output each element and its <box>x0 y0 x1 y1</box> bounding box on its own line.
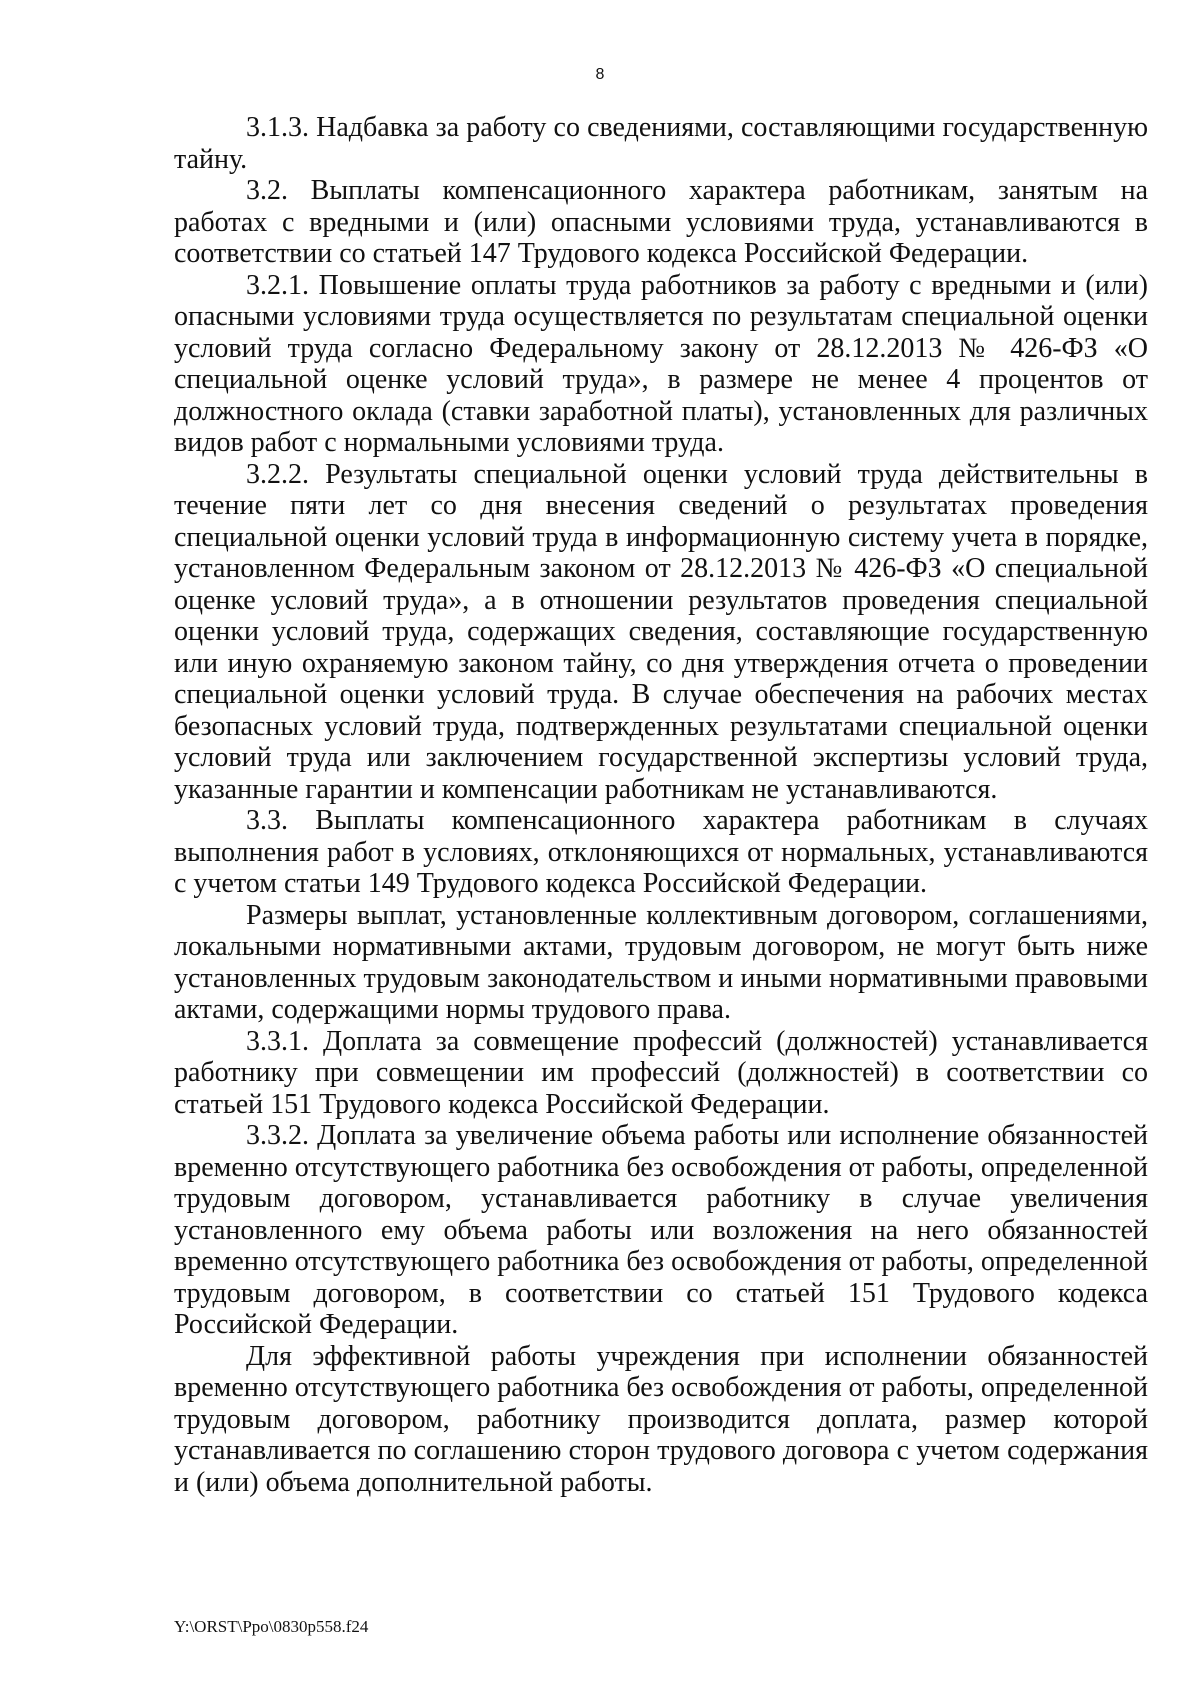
paragraph-3-3: 3.3. Выплаты компенсационного характера работникам в случаях выполнения работ в условиях, отклоняющихся от нормальных, устанавливаются с учетом статьи 149 Трудового кодекса Российской Федерации. <box>174 805 1148 899</box>
paragraph-3-3-1: 3.3.1. Доплата за совмещение профессий (должностей) устанавливается работнику при совмещении им профессий (должностей) в соответствии со статьей 151 Трудового кодекса Российской Федерации. <box>174 1025 1148 1120</box>
footer-file-path: Y:\ORST\Ppo\0830p558.f24 <box>174 1617 369 1636</box>
paragraph-payment-sizes: Размеры выплат, установленные коллективным договором, соглашениями, локальными нормативными актами, трудовым договором, не могут быть ниже установленных трудовым законодательством и иными нормативными правовыми актами, содержащими нормы трудового права. <box>174 899 1148 1025</box>
paragraph-3-1-3: 3.1.3. Надбавка за работу со сведениями, составляющими государственную тайну. <box>174 112 1148 175</box>
paragraph-3-2: 3.2. Выплаты компенсационного характера работникам, занятым на работах с вредными и (или) опасными условиями труда, устанавливаются в соответствии со статьей 147 Трудового кодекса Российской Федерации. <box>174 175 1148 269</box>
paragraph-3-3-2: 3.3.2. Доплата за увеличение объема работы или исполнение обязанностей временно отсутствующего работника без освобождения от работы, определенной трудовым договором, устанавливается работнику в случае увеличения установленного ему объема работы или возложения на него обязанностей временно отсутствующего работника без освобождения от работы, определенной трудовым договором, в соответствии со статьей 151 Трудового кодекса Российской Федерации. <box>174 1120 1148 1340</box>
page-number: 8 <box>595 66 605 83</box>
paragraph-3-2-2: 3.2.2. Результаты специальной оценки условий труда действительны в течение пяти лет со дня внесения сведений о результатах проведения специальной оценки условий труда в информационную систему учета в порядке, установленном Федеральным законом от 28.12.2013 № 426-ФЗ «О специальной оценке условий труда», а в отношении результатов проведения специальной оценки условий труда, содержащих сведения, составляющие государственную или иную охраняемую законом тайну, со дня утверждения отчета о проведении специальной оценки условий труда. В случае обеспечения на рабочих местах безопасных условий труда, подтвержденных результатами специальной оценки условий труда или заключением государственной экспертизы условий труда, указанные гарантии и компенсации работникам не устанавливаются. <box>174 458 1148 805</box>
paragraph-effective-work: Для эффективной работы учреждения при исполнении обязанностей временно отсутствующего работника без освобождения от работы, определенной трудовым договором, работнику производится доплата, размер которой устанавливается по соглашению сторон трудового договора с учетом содержания и (или) объема дополнительной работы. <box>174 1340 1148 1498</box>
paragraph-3-2-1: 3.2.1. Повышение оплаты труда работников за работу с вредными и (или) опасными условиями труда осуществляется по результатам специальной оценки условий труда согласно Федеральному закону от 28.12.2013 № 426-ФЗ «О специальной оценке условий труда», в размере не менее 4 процентов от должностного оклада (ставки заработной платы), установленных для различных видов работ с нормальными условиями труда. <box>174 269 1148 458</box>
document-body <box>174 112 1148 1498</box>
